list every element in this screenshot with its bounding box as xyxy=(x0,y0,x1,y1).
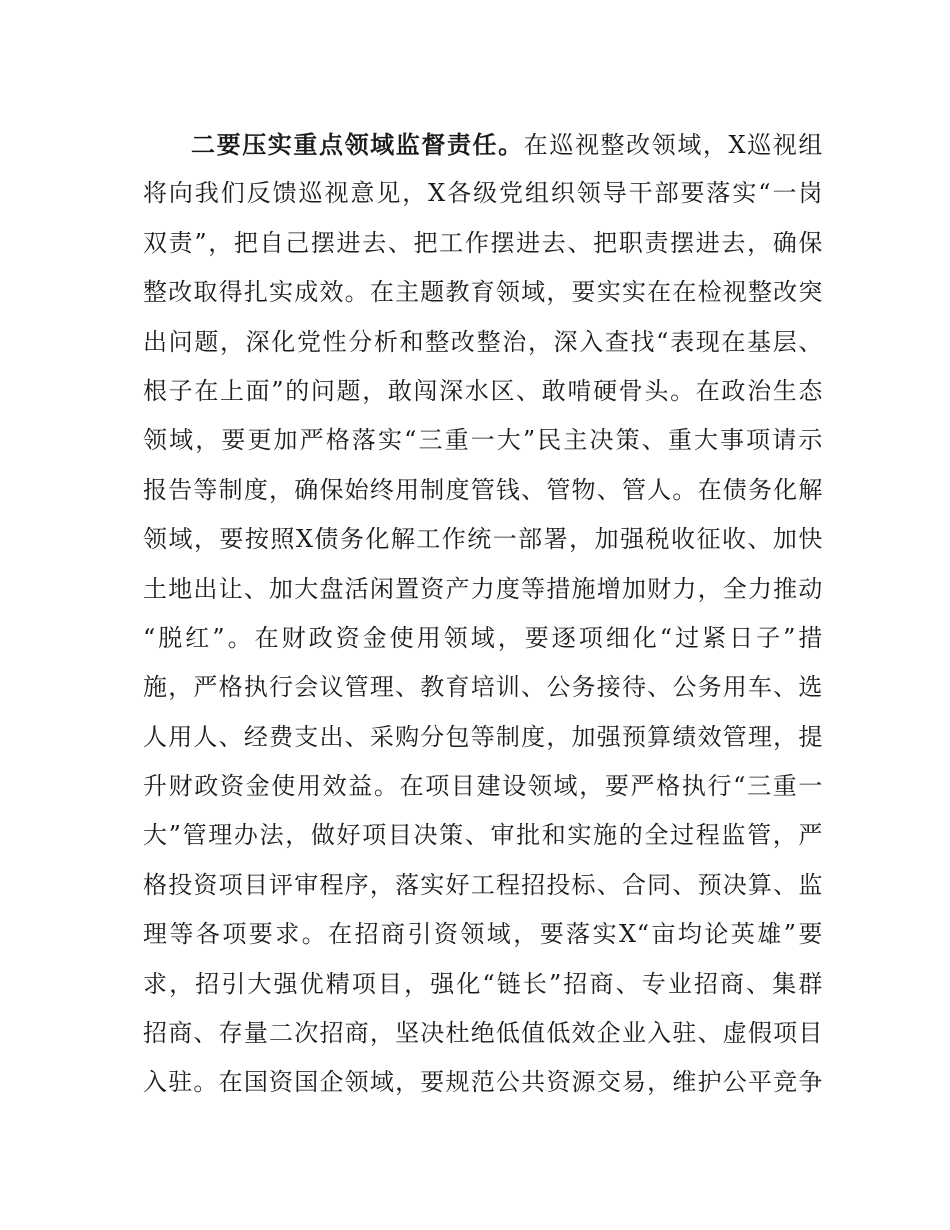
text-line: 领域，要更加严格落实“三重一大”民主决策、重大事项请示 xyxy=(143,426,823,455)
text-line: 大”管理办法，做好项目决策、审批和实施的全过程监管，严 xyxy=(143,821,823,850)
text-line: 整改取得扎实成效。在主题教育领域，要实实在在检视整改突 xyxy=(143,278,823,307)
text-line: 土地出让、加大盘活闲置资产力度等措施增加财力，全力推动 xyxy=(143,574,823,603)
paragraph-first-line xyxy=(143,120,823,169)
first-line-text: 在巡视整改领域，X巡视组 xyxy=(523,131,823,159)
text-line: 将向我们反馈巡视意见，X各级党组织领导干部要落实“一岗 xyxy=(143,179,823,208)
text-line: 领域，要按照X债务化解工作统一部署，加强税收征收、加快 xyxy=(143,525,823,554)
text-line: 双责”，把自己摆进去、把工作摆进去、把职责摆进去，确保 xyxy=(143,228,823,257)
text-line: 升财政资金使用效益。在项目建设领域，要严格执行“三重一 xyxy=(143,772,823,801)
text-line: 招商、存量二次招商，坚决杜绝低值低效企业入驻、虚假项目 xyxy=(143,1019,823,1048)
paragraph xyxy=(143,120,823,1108)
text-line: 理等各项要求。在招商引资领域，要落实X“亩均论英雄”要 xyxy=(143,920,823,949)
text-line: 施，严格执行会议管理、教育培训、公务接待、公务用车、选 xyxy=(143,673,823,702)
section-lead-heading: 二要压实重点领域监督责任。 xyxy=(191,130,524,159)
text-line: 根子在上面”的问题，敢闯深水区、敢啃硬骨头。在政治生态 xyxy=(143,376,823,405)
text-line: 报告等制度，确保始终用制度管钱、管物、管人。在债务化解 xyxy=(143,475,823,504)
text-line: 出问题，深化党性分析和整改整治，深入查找“表现在基层、 xyxy=(143,327,823,356)
text-line: 格投资项目评审程序，落实好工程招投标、合同、预决算、监 xyxy=(143,870,823,899)
text-line: 人用人、经费支出、采购分包等制度，加强预算绩效管理，提 xyxy=(143,722,823,751)
text-line: “脱红”。在财政资金使用领域，要逐项细化“过紧日子”措 xyxy=(143,623,823,652)
text-line: 入驻。在国资国企领域，要规范公共资源交易，维护公平竞争 xyxy=(143,1068,823,1097)
text-line: 求，招引大强优精项目，强化“链长”招商、专业招商、集群 xyxy=(143,969,823,998)
